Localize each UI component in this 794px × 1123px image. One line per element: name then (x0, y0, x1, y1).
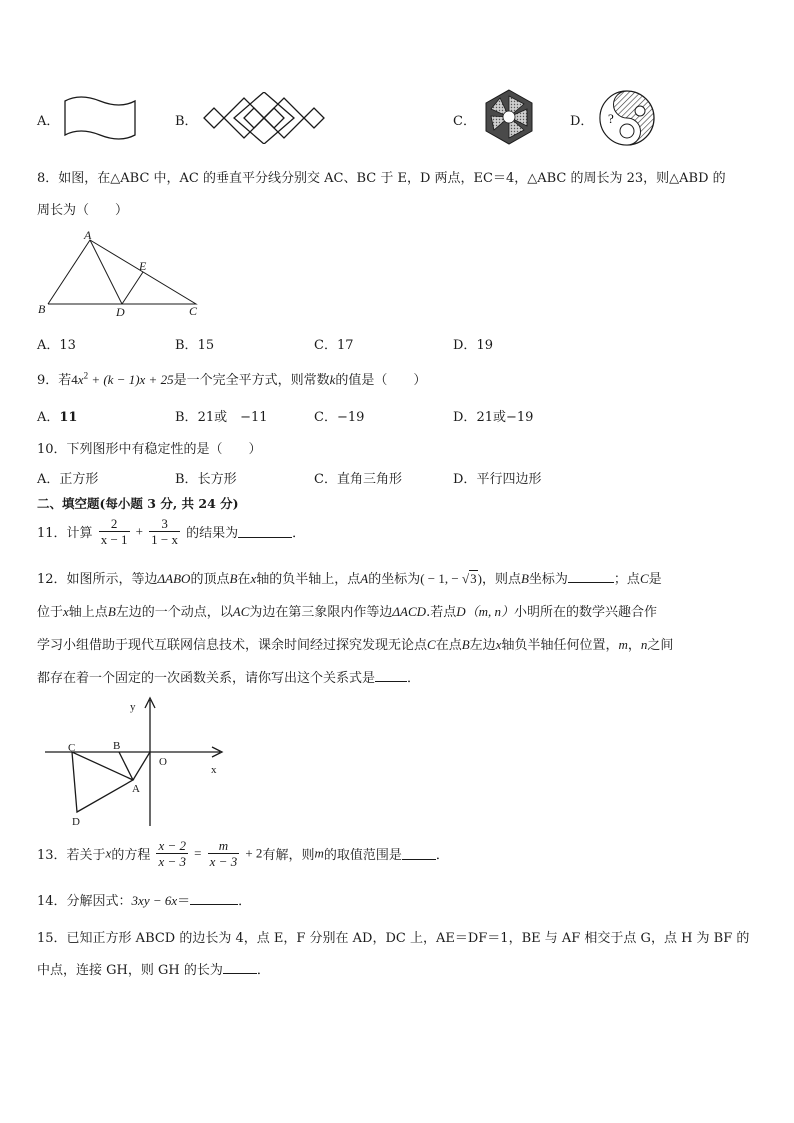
q11-fraction-1: $\frac{2}{x - 1}$ (100, 516, 128, 547)
q8-label-a: A (84, 228, 92, 242)
q14-stem: 14．分解因式：3xy − 6x＝ ． (37, 893, 252, 909)
q9-option-b: B．21或 −11 (175, 410, 268, 425)
q11-fraction-2: $\frac{3}{1 - x}$ (151, 516, 178, 547)
q8-stem-line1: 8．如图，在△ABC 中，AC 的垂直平分线分别交 AC、BC 于 E，D 两点，EC＝4，△ABC 的周长为 23，则△ABD 的 (37, 171, 726, 186)
q12-label-y: y (130, 701, 136, 713)
q15-answer-blank[interactable] (223, 961, 257, 974)
q8-triangle-figure (36, 228, 206, 320)
q8-stem-line2: 周长为（ ） (37, 203, 129, 218)
q12-coordinate-figure (40, 694, 240, 834)
q9-option-c: C．−19 (314, 410, 365, 425)
q12-line1: 12．如图所示，等边ΔABO的顶点B在x轴的负半轴上，点A的坐标为( − 1, − √3)，则点B坐标为 ；点C是 (37, 571, 662, 587)
q13-fraction-1: $\frac{x - 2}{x - 3}$ (158, 838, 187, 869)
q9-stem: 9．若$4x^2 + (k - 1)x + 25$是一个完全平方式，则常数k的值是（ ） (37, 370, 427, 388)
q12-label-d: D (72, 816, 80, 828)
q12-label-a: A (132, 783, 140, 795)
q10-stem: 10．下列图形中有稳定性的是（ ） (37, 442, 262, 457)
q11-answer-blank[interactable] (238, 525, 292, 538)
q8-option-b: B．15 (175, 338, 215, 353)
q9-option-a: A．11 (37, 410, 78, 425)
q10-option-a: A．正方形 (37, 472, 99, 487)
q12-answer-blank-b[interactable] (568, 570, 614, 583)
q12-label-b: B (113, 740, 121, 752)
q8-option-c: C．17 (314, 338, 354, 353)
q13-answer-blank[interactable] (402, 847, 436, 860)
q12-label-o: O (159, 756, 167, 768)
hexagon-pinwheel-icon (480, 88, 538, 146)
q15-stem-line1: 15．已知正方形 ABCD 的边长为 4，点 E，F 分别在 AD，DC 上，AE＝DF＝1，BE 与 AF 相交于点 G，点 H 为 BF 的 (37, 931, 750, 946)
q8-label-b: B (38, 302, 46, 316)
q15-stem-line2: 中点，连接 GH，则 GH 的长为 ． (37, 963, 270, 978)
diamond-chain-icon (200, 92, 330, 144)
q7-option-d-label: D． (570, 114, 594, 129)
yin-yang-circle-icon (598, 89, 656, 147)
q13-stem: 13．若关于x的方程 $\frac{x - 2}{x - 3}$ = $\frac{m}{x - 3}$ + 2有解，则m的取值范围是 ． (37, 838, 449, 869)
q12-line3: 学习小组借助于现代互联网信息技术，课余时间经过探究发现无论点C在点B左边x轴负半轴任何位置，m，n之间 (37, 637, 674, 653)
q14-answer-blank[interactable] (190, 892, 238, 905)
section-title: 二、填空题(每小题 3 分, 共 24 分) (37, 496, 239, 511)
q12-line4: 都存在着一个固定的一次函数关系，请你写出这个关系式是 ． (37, 671, 421, 686)
q7-fig-d-mark: ? (608, 111, 614, 126)
q12-answer-blank-relation[interactable] (375, 669, 407, 682)
q8-label-d: D (116, 305, 125, 319)
q8-label-e: E (139, 259, 147, 273)
scroll-shape-icon (62, 95, 140, 143)
q7-option-c-label: C． (453, 114, 476, 129)
q7-option-b-label: B． (175, 114, 198, 129)
q13-fraction-2: $\frac{m}{x - 3}$ (209, 838, 238, 869)
q12-label-x: x (211, 764, 217, 776)
q8-option-a: A．13 (37, 338, 76, 353)
q10-option-c: C．直角三角形 (314, 472, 402, 487)
q8-option-d: D．19 (453, 338, 493, 353)
q8-label-c: C (189, 304, 198, 318)
q10-option-b: B．长方形 (175, 472, 237, 487)
q12-line2: 位于x轴上点B左边的一个动点，以AC为边在第三象限内作等边ΔACD.若点D（m, n）小明所在的数学兴趣合作 (37, 604, 657, 620)
q7-option-a-label: A． (37, 114, 60, 129)
q11-stem: 11．计算 $\frac{2}{x - 1}$ + $\frac{3}{1 - x}$ 的结果为 ． (37, 516, 306, 547)
q9-option-d: D．21或−19 (453, 410, 534, 425)
q12-label-c: C (68, 742, 76, 754)
q10-option-d: D．平行四边形 (453, 472, 542, 487)
